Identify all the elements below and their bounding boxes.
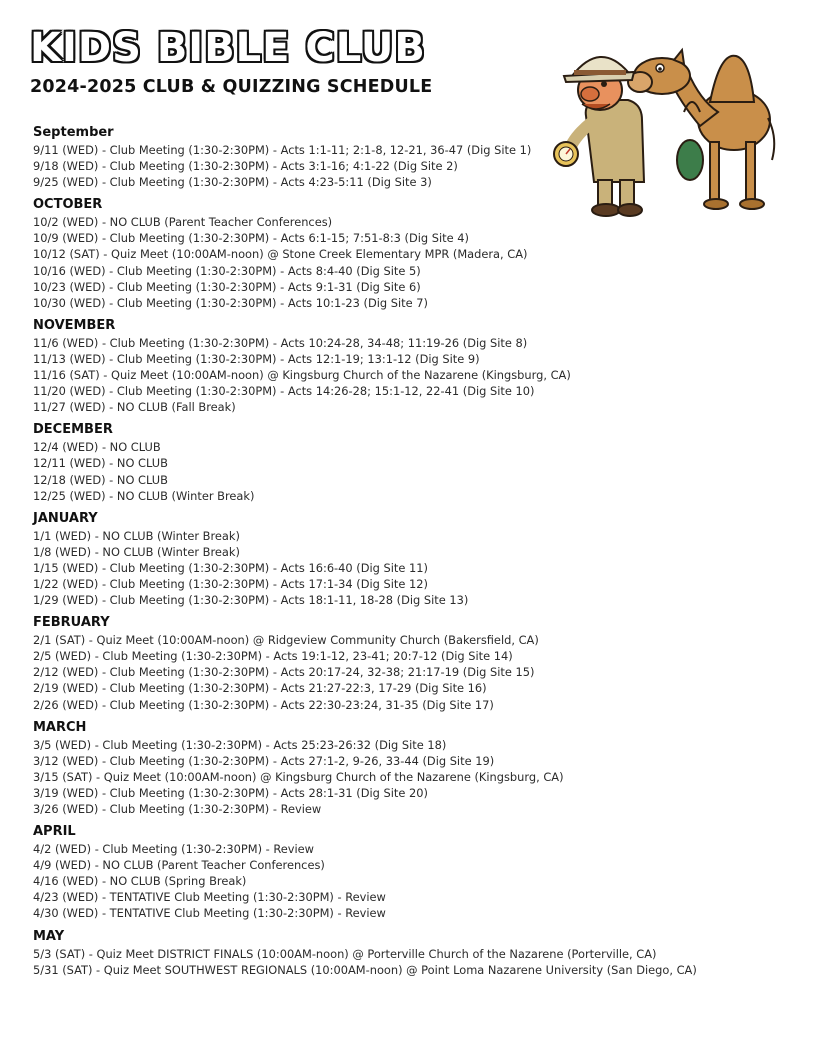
schedule-entry: 12/4 (WED) - NO CLUB: [33, 440, 161, 455]
schedule-entry: 2/5 (WED) - Club Meeting (1:30-2:30PM) - Acts 19:1-12, 23-41; 20:7-12 (Dig Site 14): [33, 649, 513, 664]
month-section: [33, 421, 793, 503]
page-subtitle: 2024-2025 CLUB & QUIZZING SCHEDULE: [30, 77, 433, 97]
month-section: [33, 928, 793, 978]
schedule-entry: 9/25 (WED) - Club Meeting (1:30-2:30PM) - Acts 4:23-5:11 (Dig Site 3): [33, 175, 432, 190]
schedule-entry: 11/16 (SAT) - Quiz Meet (10:00AM-noon) @ Kingsburg Church of the Nazarene (Kingsburg, CA): [33, 368, 571, 383]
schedule-entry: 5/3 (SAT) - Quiz Meet DISTRICT FINALS (10:00AM-noon) @ Porterville Church of the Nazarene (Porterville, CA): [33, 946, 657, 961]
schedule-entry: 12/11 (WED) - NO CLUB: [33, 456, 168, 471]
schedule-entry: 11/20 (WED) - Club Meeting (1:30-2:30PM) - Acts 14:26-28; 15:1-12, 22-41 (Dig Site 10): [33, 384, 535, 399]
schedule-entry: 10/23 (WED) - Club Meeting (1:30-2:30PM) - Acts 9:1-31 (Dig Site 6): [33, 279, 421, 294]
month-section: [33, 823, 793, 921]
schedule-entry: 1/1 (WED) - NO CLUB (Winter Break): [33, 528, 240, 543]
month-heading: MAY: [33, 928, 65, 944]
schedule-entry: 4/9 (WED) - NO CLUB (Parent Teacher Conferences): [33, 858, 325, 873]
schedule-entry: 10/2 (WED) - NO CLUB (Parent Teacher Conferences): [33, 215, 333, 230]
schedule-entry: 11/27 (WED) - NO CLUB (Fall Break): [33, 400, 236, 415]
page-title: KIDS BIBLE CLUB: [30, 25, 426, 71]
schedule-entry: 2/12 (WED) - Club Meeting (1:30-2:30PM) - Acts 20:17-24, 32-38; 21:17-19 (Dig Site 15): [33, 665, 535, 680]
schedule-entry: 12/25 (WED) - NO CLUB (Winter Break): [33, 488, 255, 503]
schedule-entry: 3/15 (SAT) - Quiz Meet (10:00AM-noon) @ Kingsburg Church of the Nazarene (Kingsburg, CA): [33, 769, 564, 784]
schedule-list: [33, 124, 793, 984]
schedule-entry: 9/11 (WED) - Club Meeting (1:30-2:30PM) - Acts 1:1-11; 2:1-8, 12-21, 36-47 (Dig Site 1): [33, 143, 532, 157]
month-heading: JANUARY: [33, 510, 98, 526]
month-heading: OCTOBER: [33, 197, 103, 213]
month-heading: APRIL: [33, 824, 76, 840]
schedule-entry: 10/16 (WED) - Club Meeting (1:30-2:30PM) - Acts 8:4-40 (Dig Site 5): [33, 263, 421, 278]
schedule-entry: 3/26 (WED) - Club Meeting (1:30-2:30PM) - Review: [33, 802, 322, 816]
schedule-entry: 1/15 (WED) - Club Meeting (1:30-2:30PM) - Acts 16:6-40 (Dig Site 11): [33, 560, 428, 575]
schedule-entry: 1/8 (WED) - NO CLUB (Winter Break): [33, 544, 240, 559]
schedule-entry: 12/18 (WED) - NO CLUB: [33, 472, 168, 487]
month-section: [33, 196, 793, 311]
month-section: [33, 124, 793, 190]
schedule-entry: 4/30 (WED) - TENTATIVE Club Meeting (1:30-2:30PM) - Review: [33, 906, 386, 921]
month-heading: MARCH: [33, 719, 87, 735]
schedule-entry: 2/19 (WED) - Club Meeting (1:30-2:30PM) - Acts 21:27-22:3, 17-29 (Dig Site 16): [33, 681, 487, 696]
schedule-entry: 9/18 (WED) - Club Meeting (1:30-2:30PM) - Acts 3:1-16; 4:1-22 (Dig Site 2): [33, 159, 458, 174]
schedule-entry: 4/16 (WED) - NO CLUB (Spring Break): [33, 874, 247, 889]
schedule-entry: 10/9 (WED) - Club Meeting (1:30-2:30PM) - Acts 6:1-15; 7:51-8:3 (Dig Site 4): [33, 231, 469, 246]
schedule-entry: 2/26 (WED) - Club Meeting (1:30-2:30PM) - Acts 22:30-23:24, 31-35 (Dig Site 17): [33, 697, 494, 712]
schedule-entry: 3/12 (WED) - Club Meeting (1:30-2:30PM) - Acts 27:1-2, 9-26, 33-44 (Dig Site 19): [33, 753, 495, 768]
month-section: [33, 317, 793, 415]
schedule-entry: 1/22 (WED) - Club Meeting (1:30-2:30PM) - Acts 17:1-34 (Dig Site 12): [33, 576, 428, 591]
schedule-entry: 5/31 (SAT) - Quiz Meet SOUTHWEST REGIONALS (10:00AM-noon) @ Point Loma Nazarene University (San Diego, CA): [33, 962, 697, 977]
schedule-entry: 4/23 (WED) - TENTATIVE Club Meeting (1:30-2:30PM) - Review: [33, 890, 386, 905]
schedule-entry: 4/2 (WED) - Club Meeting (1:30-2:30PM) - Review: [33, 842, 315, 857]
schedule-entry: 10/30 (WED) - Club Meeting (1:30-2:30PM) - Acts 10:1-23 (Dig Site 7): [33, 295, 428, 310]
month-section: [33, 614, 793, 712]
month-heading: NOVEMBER: [33, 317, 116, 333]
month-heading: FEBRUARY: [33, 615, 110, 631]
month-section: [33, 510, 793, 608]
schedule-entry: 10/12 (SAT) - Quiz Meet (10:00AM-noon) @ Stone Creek Elementary MPR (Madera, CA): [33, 247, 528, 262]
schedule-entry: 3/5 (WED) - Club Meeting (1:30-2:30PM) - Acts 25:23-26:32 (Dig Site 18): [33, 737, 447, 752]
schedule-entry: 3/19 (WED) - Club Meeting (1:30-2:30PM) - Acts 28:1-31 (Dig Site 20): [33, 785, 428, 800]
schedule-entry: 2/1 (SAT) - Quiz Meet (10:00AM-noon) @ Ridgeview Community Church (Bakersfield, CA): [33, 633, 539, 648]
month-heading: September: [33, 125, 114, 140]
schedule-entry: 11/6 (WED) - Club Meeting (1:30-2:30PM) - Acts 10:24-28, 34-48; 11:19-26 (Dig Site 8): [33, 335, 528, 350]
month-heading: DECEMBER: [33, 422, 113, 438]
schedule-entry: 1/29 (WED) - Club Meeting (1:30-2:30PM) - Acts 18:1-11, 18-28 (Dig Site 13): [33, 593, 469, 608]
schedule-entry: 11/13 (WED) - Club Meeting (1:30-2:30PM) - Acts 12:1-19; 13:1-12 (Dig Site 9): [33, 351, 480, 366]
month-section: [33, 719, 793, 817]
